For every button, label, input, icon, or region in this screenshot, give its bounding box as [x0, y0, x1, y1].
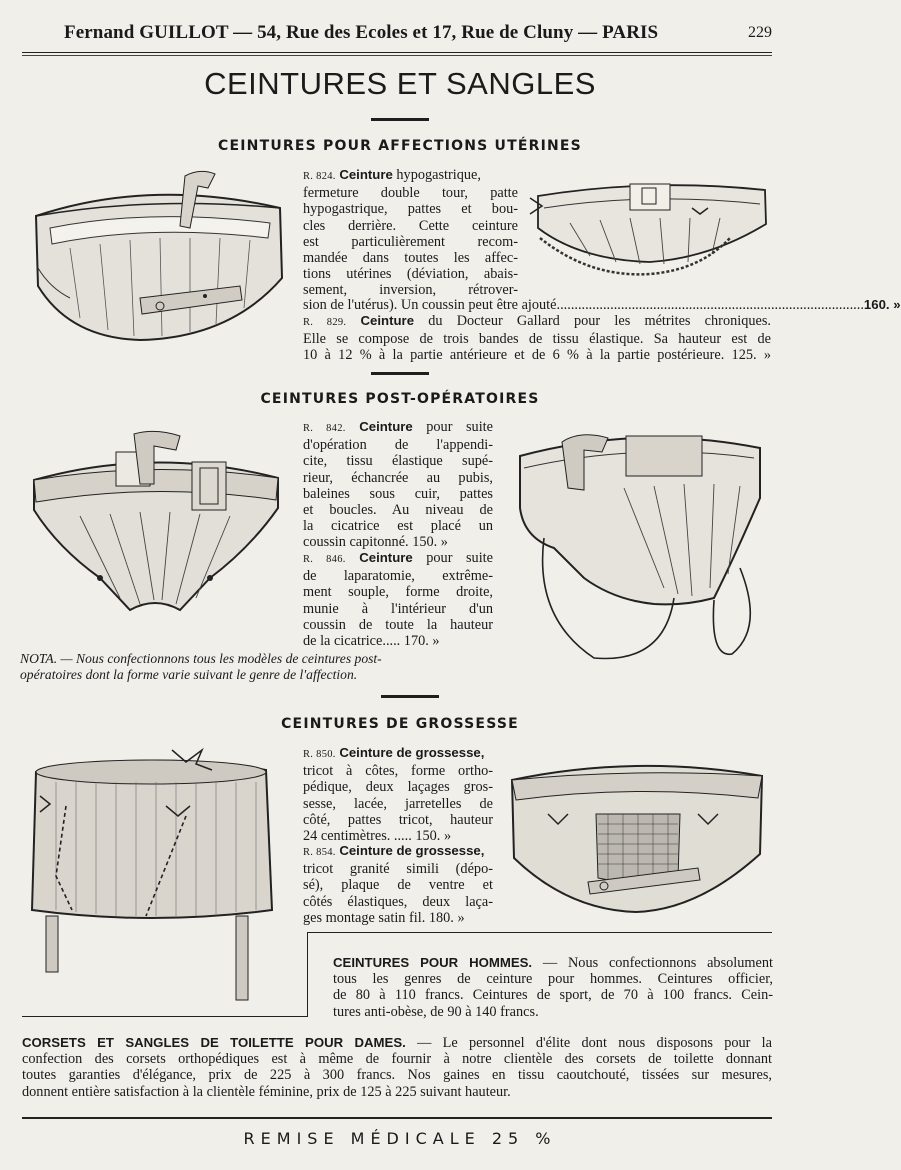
text-line: de laparatomie, extrême-: [303, 568, 493, 585]
text-line: est particulièrement recom-: [303, 233, 518, 250]
section-title-uterines: CEINTURES POUR AFFECTIONS UTÉRINES: [218, 138, 582, 154]
text-line: 24 centimètres. ..... 150. »: [303, 828, 452, 845]
product-name-r842: Ceinture: [359, 419, 413, 434]
text-line: sion de l'utérus). Un coussin peut être ajouté: [303, 297, 557, 313]
text-line: fermeture double tour, patte: [303, 185, 518, 202]
text-line: rieur, échancrée au pubis,: [303, 469, 493, 486]
text-line: cite, tissu élastique supé-: [303, 453, 493, 470]
header-address: Fernand GUILLOT — 54, Rue des Ecoles et 17, Rue de Cluny — PARIS: [64, 22, 659, 43]
nota-text: [20, 651, 490, 683]
ref-r829: R. 829.: [303, 317, 347, 328]
text-line: hypogastrique, pattes et bou-: [303, 201, 518, 218]
ref-r824: R. 824.: [303, 171, 336, 182]
text-line: côtés élastiques, deux laça-: [303, 893, 493, 910]
text-line: pour suite: [426, 550, 493, 566]
product-name-r846: Ceinture: [359, 550, 413, 565]
text-line: d'opération de l'appendi-: [303, 437, 493, 454]
text-line: côté, pattes tricot, hauteur: [303, 811, 493, 828]
text-line: cles derrière. Cette ceinture: [303, 217, 518, 234]
product-name-r824: Ceinture: [339, 167, 393, 182]
text-line: tures anti-obèse, de 90 à 140 francs.: [333, 1003, 539, 1020]
belt-illustration-r842: [30, 428, 282, 620]
hommes-text: [333, 955, 773, 1020]
running-header: [0, 22, 800, 48]
text-line: du Docteur Gallard pour les métrites chroniques.: [428, 313, 771, 329]
text-line: donnent entière satisfaction à la clientèle féminine, prix de 125 à 225 suivant hauteur.: [22, 1083, 511, 1100]
title-divider: [371, 118, 429, 121]
product-name-r854: Ceinture de grossesse,: [339, 843, 485, 858]
product-r846: [303, 550, 493, 649]
text-line: hypogastrique,: [396, 167, 481, 183]
ref-r842: R. 842.: [303, 423, 346, 434]
ref-r846: R. 846.: [303, 554, 346, 565]
text-line: confection des corsets orthopédiques est à même de fournir à notre clientèle des corsets de toilette donnant: [22, 1051, 772, 1068]
product-name-r829: Ceinture: [360, 313, 415, 328]
text-line: tous les genres de ceinture pour hommes. Ceintures officier,: [333, 971, 773, 988]
page-title: CEINTURES ET SANGLES: [204, 66, 596, 101]
box-rule-bottom: [22, 1016, 308, 1017]
corsets-title: CORSETS ET SANGLES DE TOILETTE POUR DAMES.: [22, 1035, 406, 1050]
text-line: munie à l'intérieur d'un: [303, 600, 493, 617]
price-r824: 160. »: [863, 297, 901, 312]
footer-rule: [22, 1117, 772, 1119]
text-line: pédique, deux laçages gros-: [303, 779, 493, 796]
belt-illustration-r854: [508, 754, 766, 914]
product-r824-last: [303, 297, 901, 313]
header-rule: [22, 52, 772, 53]
ref-r854: R. 854.: [303, 847, 336, 858]
text-line: ment souple, forme droite,: [303, 584, 493, 601]
text-line: ges montage satin fil. 180. »: [303, 909, 465, 926]
leader-dots: ......................................................................................: [556, 297, 864, 313]
text-line: de 80 à 110 francs. Ceintures de sport, de 70 à 100 francs. Cein-: [333, 987, 773, 1004]
text-line: — Nous confectionnons absolument: [542, 955, 773, 971]
text-line: Elle se compose de trois bandes de tissu élastique. Sa hauteur est de: [303, 331, 771, 348]
header-rule-thin: [22, 55, 772, 56]
text-line: de la cicatrice..... 170. »: [303, 633, 440, 650]
text-line: NOTA. — Nous confectionnons tous les modèles de ceintures post-: [20, 651, 382, 666]
text-line: mandée dans toutes les affec-: [303, 250, 518, 267]
text-line: 10 à 12 % à la partie antérieure et de 6 % à la partie postérieure. 125. »: [303, 347, 771, 364]
text-line: opératoires dont la forme varie suivant le genre de l'affection.: [20, 667, 358, 682]
corsets-text: [22, 1035, 772, 1100]
page-number: 229: [748, 24, 772, 41]
product-r854: [303, 843, 493, 926]
product-r829: [303, 313, 771, 364]
product-name-r850: Ceinture de grossesse,: [339, 745, 485, 760]
hommes-title: CEINTURES POUR HOMMES.: [333, 955, 533, 970]
box-rule-top: [308, 932, 772, 933]
belt-illustration-r850: [26, 746, 278, 1002]
text-line: tions utérines (déviation, abais-: [303, 266, 518, 283]
text-line: sé), plaque de ventre et: [303, 877, 493, 894]
belt-illustration-r824: [30, 168, 286, 346]
box-rule-left: [307, 932, 308, 1016]
text-line: pour suite: [426, 419, 493, 435]
section-title-post-op: CEINTURES POST-OPÉRATOIRES: [260, 391, 540, 407]
text-line: toutes garanties d'élégance, prix de 225 à 300 francs. Nos gaines en tissu caoutchouté, tissées sur mesures,: [22, 1067, 772, 1084]
text-line: coussin capitonné. 150. »: [303, 534, 448, 551]
text-line: tricot à côtes, forme ortho-: [303, 763, 493, 780]
section-divider: [381, 695, 439, 698]
text-line: la cicatrice est placé un: [303, 518, 493, 535]
ref-r850: R. 850.: [303, 749, 336, 760]
belt-illustration-r846: [514, 428, 766, 664]
section-divider: [371, 372, 429, 375]
text-line: et boucles. Au niveau de: [303, 502, 493, 519]
text-line: baleines sous cuir, pattes: [303, 485, 493, 502]
text-line: — Le personnel d'élite dont nous disposons pour la: [417, 1035, 773, 1051]
product-r850: [303, 745, 493, 844]
section-title-grossesse: CEINTURES DE GROSSESSE: [281, 716, 519, 732]
product-r842: [303, 419, 493, 551]
product-r824: [303, 167, 518, 299]
text-line: sement, inversion, rétrover-: [303, 282, 518, 299]
text-line: coussin de toute la hauteur: [303, 616, 493, 633]
medical-discount: REMISE MÉDICALE 25 %: [243, 1129, 557, 1148]
text-line: tricot granité simili (dépo-: [303, 861, 493, 878]
belt-illustration-r829: [530, 178, 770, 278]
text-line: sesse, lacée, jarretelles de: [303, 795, 493, 812]
